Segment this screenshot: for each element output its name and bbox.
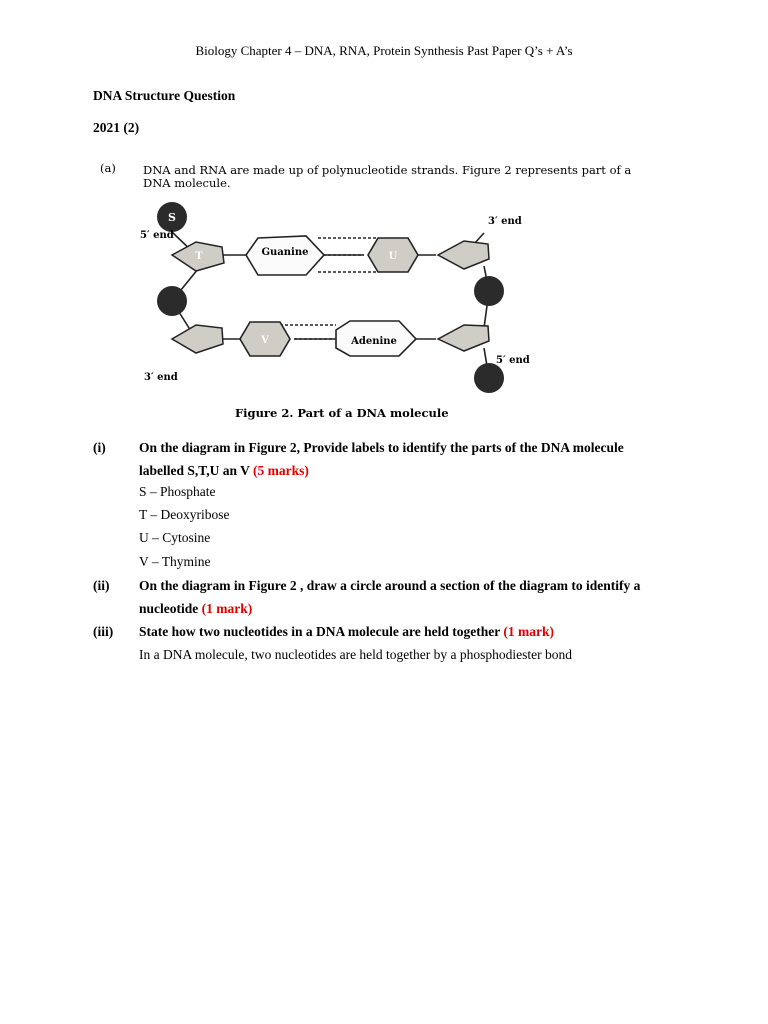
five-prime-end-bottom: 5′ end	[496, 355, 530, 366]
sugar-top-right	[438, 241, 489, 269]
figure-2-scan	[96, 158, 636, 426]
page-header: Biology Chapter 4 – DNA, RNA, Protein Synthesis Past Paper Q’s + A’s	[195, 43, 573, 58]
phosphate-bottom-right	[474, 363, 504, 393]
part-label: (a)	[100, 161, 116, 175]
sugar-bottom-left	[172, 325, 223, 353]
question-line-2: nucleotide	[139, 601, 202, 616]
sugar-bottom-right	[438, 325, 489, 351]
question-text	[139, 574, 699, 620]
guanine-label: Guanine	[261, 247, 309, 258]
label-t: T	[195, 251, 203, 262]
answer-iii: In a DNA molecule, two nucleotides are held together by a phosphodiester bond	[139, 647, 573, 662]
dna-diagram	[96, 158, 636, 426]
question-number: (iii)	[93, 624, 114, 639]
label-s: S	[168, 211, 176, 224]
answer-t: T – Deoxyribose	[139, 507, 230, 522]
label-v: V	[261, 335, 269, 346]
marks-badge: (5 marks)	[253, 463, 309, 478]
question-line-2: labelled S,T,U an V	[139, 463, 254, 478]
question-text	[139, 436, 699, 482]
intro-line-2: DNA molecule.	[143, 176, 231, 190]
question-number: (ii)	[93, 578, 110, 593]
marks-badge: (1 mark)	[503, 624, 554, 639]
answer-s: S – Phosphate	[139, 484, 216, 499]
adenine-label: Adenine	[351, 336, 397, 347]
intro-line-1: DNA and RNA are made up of polynucleotide strands. Figure 2 represents part of a	[143, 163, 632, 177]
question-text	[139, 620, 699, 643]
three-prime-end-top: 3′ end	[488, 216, 522, 227]
answer-v: V – Thymine	[139, 554, 211, 569]
five-prime-end-top: 5′ end	[140, 230, 174, 241]
question-line-1: On the diagram in Figure 2, Provide labels to identify the parts of the DNA molecule	[139, 440, 624, 455]
answer-u: U – Cytosine	[139, 530, 211, 545]
exam-year-label: 2021 (2)	[93, 120, 140, 135]
figure-caption: Figure 2. Part of a DNA molecule	[235, 406, 449, 420]
question-number: (i)	[93, 440, 106, 455]
label-u: U	[388, 251, 398, 262]
three-prime-end-bottom: 3′ end	[144, 372, 178, 383]
question-line-1: On the diagram in Figure 2 , draw a circle around a section of the diagram to identify a	[139, 578, 641, 593]
phosphate-left	[157, 286, 187, 316]
question-line-1: State how two nucleotides in a DNA molecule are held together	[139, 624, 504, 639]
marks-badge: (1 mark)	[201, 601, 253, 616]
phosphate-right	[474, 276, 504, 306]
section-title: DNA Structure Question	[93, 88, 236, 103]
